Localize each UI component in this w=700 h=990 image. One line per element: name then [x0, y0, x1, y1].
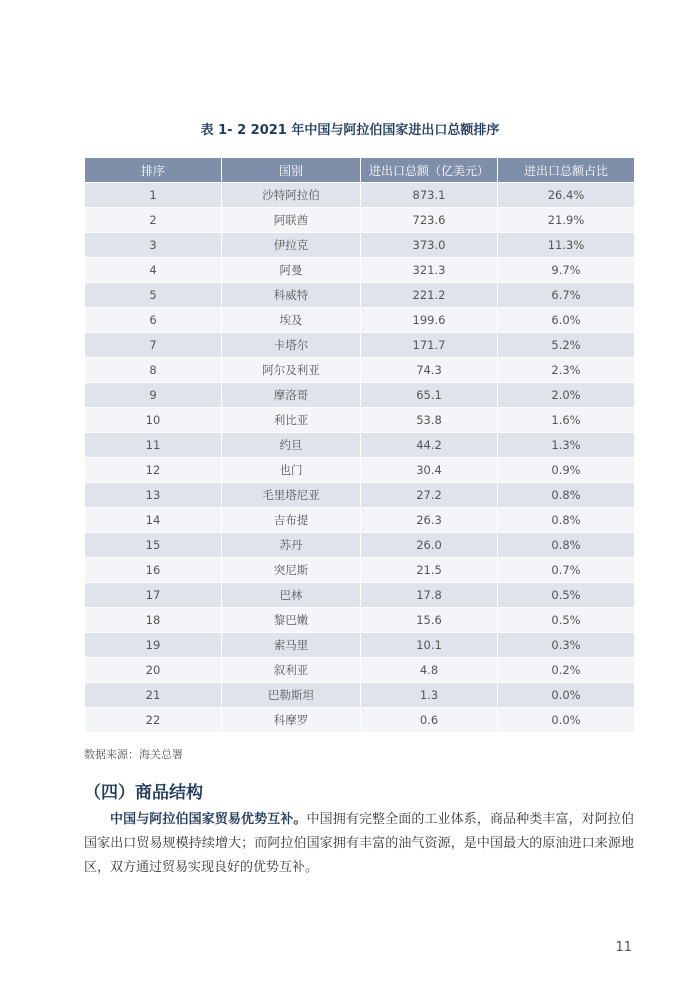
table-row: [85, 458, 634, 482]
cell-country: 突尼斯: [222, 558, 360, 582]
cell-total-trade: 65.1: [361, 383, 497, 407]
cell-share: 0.2%: [498, 658, 634, 682]
cell-rank: 21: [85, 683, 221, 707]
cell-total-trade: 74.3: [361, 358, 497, 382]
cell-total-trade: 26.0: [361, 533, 497, 557]
cell-rank: 4: [85, 258, 221, 282]
cell-rank: 8: [85, 358, 221, 382]
cell-rank: 10: [85, 408, 221, 432]
table-row: [85, 433, 634, 457]
cell-total-trade: 373.0: [361, 233, 497, 257]
cell-rank: 13: [85, 483, 221, 507]
cell-country: 沙特阿拉伯: [222, 183, 360, 207]
cell-country: 卡塔尔: [222, 333, 360, 357]
table-row: [85, 583, 634, 607]
section-title: （四）商品结构: [84, 783, 203, 803]
table-row: [85, 633, 634, 657]
cell-country: 索马里: [222, 633, 360, 657]
cell-country: 也门: [222, 458, 360, 482]
cell-country: 科摩罗: [222, 708, 360, 732]
table-row: [85, 358, 634, 382]
cell-share: 11.3%: [498, 233, 634, 257]
table-row: [85, 483, 634, 507]
cell-share: 0.5%: [498, 608, 634, 632]
body-paragraph: [84, 808, 634, 880]
cell-share: 6.0%: [498, 308, 634, 332]
data-source-note: 数据来源：海关总署: [84, 748, 183, 761]
cell-country: 阿尔及利亚: [222, 358, 360, 382]
cell-total-trade: 30.4: [361, 458, 497, 482]
cell-total-trade: 0.6: [361, 708, 497, 732]
cell-country: 苏丹: [222, 533, 360, 557]
cell-country: 黎巴嫩: [222, 608, 360, 632]
cell-rank: 17: [85, 583, 221, 607]
cell-rank: 12: [85, 458, 221, 482]
cell-rank: 7: [85, 333, 221, 357]
cell-rank: 16: [85, 558, 221, 582]
cell-share: 0.3%: [498, 633, 634, 657]
table-header-row: [85, 158, 634, 182]
header-total-trade: 进出口总额（亿美元）: [361, 158, 497, 182]
header-share: 进出口总额占比: [498, 158, 634, 182]
cell-country: 巴林: [222, 583, 360, 607]
cell-share: 9.7%: [498, 258, 634, 282]
trade-ranking-table: [84, 157, 635, 733]
cell-share: 0.8%: [498, 483, 634, 507]
cell-total-trade: 44.2: [361, 433, 497, 457]
table-row: [85, 208, 634, 232]
cell-country: 科威特: [222, 283, 360, 307]
cell-rank: 3: [85, 233, 221, 257]
cell-share: 5.2%: [498, 333, 634, 357]
cell-country: 阿曼: [222, 258, 360, 282]
cell-country: 伊拉克: [222, 233, 360, 257]
cell-rank: 5: [85, 283, 221, 307]
cell-share: 0.8%: [498, 508, 634, 532]
table-row: [85, 183, 634, 207]
table-title: 表 1- 2 2021 年中国与阿拉伯国家进出口总额排序: [200, 123, 500, 138]
cell-total-trade: 321.3: [361, 258, 497, 282]
cell-country: 摩洛哥: [222, 383, 360, 407]
cell-country: 埃及: [222, 308, 360, 332]
cell-rank: 22: [85, 708, 221, 732]
table-row: [85, 383, 634, 407]
table-row: [85, 333, 634, 357]
paragraph-lead: 中国与阿拉伯国家贸易优势互补。: [110, 812, 307, 827]
cell-total-trade: 27.2: [361, 483, 497, 507]
cell-share: 21.9%: [498, 208, 634, 232]
cell-total-trade: 199.6: [361, 308, 497, 332]
cell-share: 0.0%: [498, 708, 634, 732]
cell-rank: 18: [85, 608, 221, 632]
cell-country: 叙利亚: [222, 658, 360, 682]
cell-rank: 14: [85, 508, 221, 532]
paragraph-text: 中国拥有完整全面的工业体系，商品种类丰富，对阿拉伯国家出口贸易规模持续增大；而阿拉伯国家拥有丰富的油气资源，是中国最大的原油进口来源地区，双方通过贸易实现良好的优势互补。: [84, 812, 634, 875]
header-country: 国别: [222, 158, 360, 182]
cell-rank: 1: [85, 183, 221, 207]
cell-rank: 11: [85, 433, 221, 457]
cell-country: 吉布提: [222, 508, 360, 532]
cell-total-trade: 723.6: [361, 208, 497, 232]
table-row: [85, 233, 634, 257]
table-row: [85, 708, 634, 732]
cell-rank: 6: [85, 308, 221, 332]
cell-share: 26.4%: [498, 183, 634, 207]
header-rank: 排序: [85, 158, 221, 182]
cell-share: 2.3%: [498, 358, 634, 382]
cell-total-trade: 1.3: [361, 683, 497, 707]
cell-share: 0.8%: [498, 533, 634, 557]
cell-rank: 20: [85, 658, 221, 682]
cell-rank: 9: [85, 383, 221, 407]
cell-country: 巴勒斯坦: [222, 683, 360, 707]
cell-total-trade: 15.6: [361, 608, 497, 632]
table-row: [85, 258, 634, 282]
cell-total-trade: 171.7: [361, 333, 497, 357]
cell-total-trade: 873.1: [361, 183, 497, 207]
cell-country: 利比亚: [222, 408, 360, 432]
table-row: [85, 558, 634, 582]
table-row: [85, 608, 634, 632]
cell-share: 1.3%: [498, 433, 634, 457]
cell-total-trade: 26.3: [361, 508, 497, 532]
cell-total-trade: 221.2: [361, 283, 497, 307]
cell-share: 1.6%: [498, 408, 634, 432]
cell-total-trade: 4.8: [361, 658, 497, 682]
cell-country: 约旦: [222, 433, 360, 457]
table-row: [85, 533, 634, 557]
table-row: [85, 658, 634, 682]
table-row: [85, 508, 634, 532]
cell-country: 毛里塔尼亚: [222, 483, 360, 507]
cell-share: 6.7%: [498, 283, 634, 307]
cell-total-trade: 10.1: [361, 633, 497, 657]
table-row: [85, 408, 634, 432]
cell-total-trade: 53.8: [361, 408, 497, 432]
table-row: [85, 308, 634, 332]
cell-rank: 19: [85, 633, 221, 657]
cell-rank: 15: [85, 533, 221, 557]
table-row: [85, 683, 634, 707]
cell-share: 0.5%: [498, 583, 634, 607]
cell-total-trade: 17.8: [361, 583, 497, 607]
cell-share: 0.7%: [498, 558, 634, 582]
page-number: 11: [615, 940, 632, 955]
cell-share: 2.0%: [498, 383, 634, 407]
cell-country: 阿联酋: [222, 208, 360, 232]
cell-rank: 2: [85, 208, 221, 232]
cell-share: 0.9%: [498, 458, 634, 482]
table-row: [85, 283, 634, 307]
cell-total-trade: 21.5: [361, 558, 497, 582]
cell-share: 0.0%: [498, 683, 634, 707]
